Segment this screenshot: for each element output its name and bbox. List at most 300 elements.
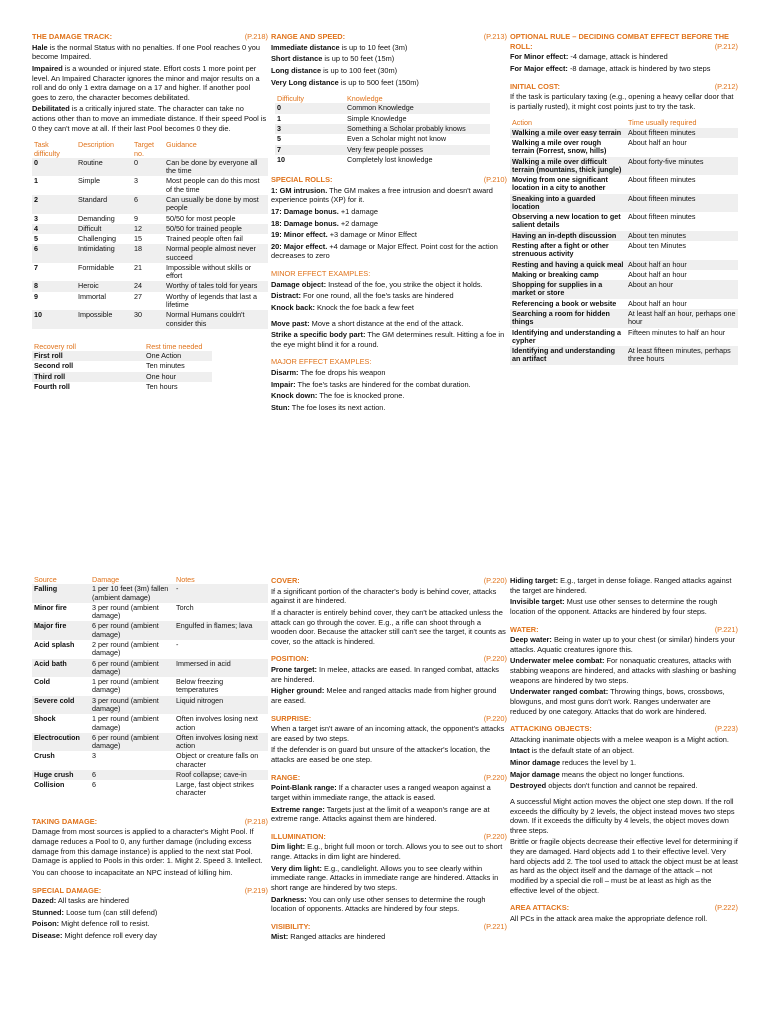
table-cell: 50/50 for trained people xyxy=(164,224,268,234)
table-cell: 10 xyxy=(32,310,76,329)
table-cell: 1 per 10 feet (3m) fallen (ambient damage) xyxy=(90,584,174,603)
position-line-desc: In melee, attacks are eased. In ranged combat, attacks are hindered. xyxy=(271,665,499,684)
column-bottom-left xyxy=(32,576,268,949)
table-cell: About ten minutes xyxy=(626,231,738,241)
table-cell: At least half an hour, perhaps one hour xyxy=(626,309,738,328)
table-cell: Torch xyxy=(176,602,194,612)
range-rule-line xyxy=(271,805,507,824)
special-roll-line-desc: +3 damage or Minor Effect xyxy=(327,230,417,240)
visibility-line-desc: Ranged attacks are hindered xyxy=(288,932,386,942)
table-row xyxy=(510,194,738,213)
minor-effect-line-term: Knock back: xyxy=(271,302,315,312)
special-damage-line-term: Stunned: xyxy=(32,907,65,917)
water-line-term: Deep water: xyxy=(510,635,552,645)
table-row xyxy=(510,138,738,157)
illumination-line-desc: E.g., candlelight. Allows you to see clearly within immediate range. Attacks in immediate range are hindered. Attacks in short range are hindered by two steps. xyxy=(271,863,499,892)
special-damage-line-term: Poison: xyxy=(32,919,60,929)
special-roll-line-desc: +4 damage or Major Effect. Point cost for the action decreases to zero xyxy=(271,241,498,261)
taking-damage-section xyxy=(32,817,268,878)
water-line-desc: Throwing things, bows, crossbows, blowguns, and most guns don't work. Ranges underwater are reduced by one category. Attacks that do work are hindered. xyxy=(510,687,725,716)
table-cell: About an hour xyxy=(626,280,738,299)
table-cell: Shock xyxy=(34,714,56,724)
section-heading: AREA ATTACKS: (P.222) xyxy=(510,903,738,913)
table-header: Rest time needed xyxy=(146,341,203,351)
special-damage-section xyxy=(32,886,268,941)
table-cell: 1 per round (ambient damage) xyxy=(92,714,159,732)
table-header: Time usually required xyxy=(628,118,697,128)
initial-cost-text: If the task is particulary taxing (e.g., opening a heavy cellar door that is partially rusted), it might cost points just to try the task. xyxy=(510,92,734,111)
section-heading: THE DAMAGE TRACK: (P.218) xyxy=(32,32,268,41)
damage-track-line xyxy=(32,43,268,62)
table-cell: Crush xyxy=(34,751,55,761)
table-row xyxy=(510,280,738,299)
table-row xyxy=(32,292,268,311)
table-row xyxy=(32,382,212,392)
special-roll-line xyxy=(271,219,507,229)
section-heading: COVER: (P.220) xyxy=(271,576,507,585)
position-line xyxy=(271,686,507,705)
table-header: Source xyxy=(34,575,57,584)
table-row xyxy=(32,361,212,371)
table-cell: About forty-five minutes xyxy=(626,157,738,176)
object-state-line-desc: means the object no longer functions. xyxy=(559,769,685,779)
table-row xyxy=(510,175,738,194)
table-row xyxy=(510,128,738,138)
minor-effect-line xyxy=(271,280,507,290)
special-roll-line-desc: The GM makes a free intrusion and doesn't award experience points (XP) for it. xyxy=(271,185,493,205)
illumination-line xyxy=(271,895,507,914)
table-row xyxy=(32,751,268,770)
special-roll-line-desc: +2 damage xyxy=(338,218,379,228)
water-line-term: Underwater ranged combat: xyxy=(510,687,609,697)
major-effect-line-desc: The foe loses its next action. xyxy=(289,402,386,412)
table-row xyxy=(32,770,268,780)
table-cell: About half an hour xyxy=(628,298,687,308)
table-cell: 27 xyxy=(134,291,142,301)
table-cell: 30 xyxy=(132,310,164,329)
water-line xyxy=(510,656,738,685)
table-cell: Challenging xyxy=(78,234,116,244)
table-row xyxy=(510,212,738,231)
damage-track-line-desc: is the normal Status with no penalties. If one Pool reaches 0 you become Impaired. xyxy=(32,42,261,62)
table-cell: 7 xyxy=(34,262,38,272)
major-effect-line xyxy=(271,380,507,390)
table-cell: About half an hour xyxy=(628,137,687,147)
special-roll-line-term: 20: Major effect. xyxy=(271,241,328,251)
damage-track-body xyxy=(32,43,268,134)
table-cell: 7 xyxy=(275,145,345,155)
table-cell: At least fifteen minutes, perhaps three hours xyxy=(626,346,738,365)
table-row xyxy=(32,224,268,234)
minor-effect-line-term: Strike a specific body part: xyxy=(271,330,366,340)
illumination-line-term: Darkness: xyxy=(271,894,307,904)
table-cell: About ten Minutes xyxy=(628,241,686,251)
table-cell: Acid splash xyxy=(34,639,75,649)
minor-effect-line-desc: The GM determines result. Hitting a foe in the eye might blind it for a round. xyxy=(271,330,505,349)
position-line-term: Prone target: xyxy=(271,665,317,674)
special-damage-line-desc: Might defence roll to resist. xyxy=(59,919,150,929)
table-row xyxy=(32,640,268,659)
table-cell: Simple Knowledge xyxy=(347,113,407,123)
table-cell: 3 xyxy=(134,176,138,186)
table-cell: 0 xyxy=(132,158,164,177)
minor-effect-line-desc: Move a short distance at the end of the attack. xyxy=(309,318,464,328)
object-state-line xyxy=(510,781,738,791)
table-cell: One hour xyxy=(144,372,212,382)
position-section xyxy=(271,654,507,705)
table-cell: Even a Scholar might not know xyxy=(347,134,447,144)
table-cell: Below freezing temperatures xyxy=(176,677,224,695)
table-cell: Observing a new location to get salient details xyxy=(512,212,621,230)
table-cell: Impossible xyxy=(76,310,132,329)
table-cell: 3 xyxy=(34,213,38,223)
attacking-objects-text-3: Brittle or fragile objects decrease their effective level for determining if they are damaged. Hard objects add 1 to their effective level. Very hard objects add 2. The tool used to attack the object must be at least as hard as the object itself and the damage of the attack – not modified by a special die roll – must be at least as high as the effective level of the object. xyxy=(510,837,738,895)
table-row xyxy=(275,103,490,113)
special-damage-line-desc: Loose turn (can still defend) xyxy=(64,907,158,917)
table-cell: Heroic xyxy=(76,281,132,291)
table-cell: 15 xyxy=(134,234,142,244)
major-effects-section xyxy=(271,357,507,412)
table-row xyxy=(275,114,490,124)
table-cell: 8 xyxy=(32,281,76,291)
table-cell: Liquid nitrogen xyxy=(174,696,268,715)
table-cell: Most people can do this most of the time xyxy=(166,176,260,194)
major-effect-line-term: Disarm: xyxy=(271,368,299,378)
table-header: Notes xyxy=(176,575,195,584)
section-heading: INITIAL COST: (P.212) xyxy=(510,81,738,91)
table-cell: 6 per round (ambient damage) xyxy=(90,733,174,752)
table-cell: 12 xyxy=(132,224,164,234)
table-row xyxy=(510,328,738,347)
table-cell: Often involves losing next action xyxy=(176,714,258,732)
table-header: Recovery roll xyxy=(34,341,76,351)
damage-source-table xyxy=(32,576,268,799)
object-state-line-term: Intact xyxy=(510,746,530,756)
special-roll-line xyxy=(271,242,507,261)
illumination-section xyxy=(271,832,507,914)
object-state-line-term: Major damage xyxy=(510,769,560,779)
table-cell: 5 xyxy=(277,134,281,144)
table-cell: 1 per round (ambient damage) xyxy=(92,677,159,695)
major-effect-line xyxy=(271,391,507,401)
object-state-line-term: Destroyed xyxy=(510,781,547,791)
illumination-line-desc: You can only use other senses to determine the rough location of opponents. Attacks are hindered by four steps. xyxy=(271,894,486,914)
table-cell: Making or breaking camp xyxy=(512,269,599,279)
damage-track-line-desc: is a critically injured state. The character can take no actions other than to move an immediate distance. If their speed Pool is 0 they can't move at all. If their last Pool becomes 0 they die. xyxy=(32,104,267,133)
table-row xyxy=(510,270,738,280)
table-cell: Intimidating xyxy=(76,244,132,263)
section-heading: VISIBILITY: (P.221) xyxy=(271,921,507,931)
table-cell: 3 per round (ambient damage) xyxy=(90,696,174,715)
table-row xyxy=(510,299,738,309)
taking-damage-note: You can choose to incapacitate an NPC instead of killing him. xyxy=(32,867,233,877)
table-cell: Roof collapse; cave-in xyxy=(174,770,268,780)
position-line-term: Higher ground: xyxy=(271,686,325,696)
section-heading: WATER: (P.221) xyxy=(510,624,738,634)
minor-effect-line-desc: Knock the foe back a few feet xyxy=(314,302,414,312)
special-roll-line-term: 18: Damage bonus. xyxy=(271,218,339,228)
table-cell: 24 xyxy=(132,281,164,291)
table-cell: First roll xyxy=(32,351,144,361)
table-cell: 1 xyxy=(277,113,281,123)
minor-effect-line-term: Move past: xyxy=(271,318,310,328)
table-cell: Identifying and understanding an artifact xyxy=(510,346,626,365)
range-rule-line-desc: If a character uses a ranged weapon against a target within immediate range, the attack is eased. xyxy=(271,783,491,802)
illumination-line xyxy=(271,864,507,893)
table-row xyxy=(275,155,490,165)
table-cell: 6 per round (ambient damage) xyxy=(90,659,174,678)
hiding-line-term: Hiding target: xyxy=(510,576,559,585)
action-time-table xyxy=(510,119,738,364)
major-effect-line-desc: The foe is knocked prone. xyxy=(317,391,405,401)
table-row xyxy=(32,214,268,224)
table-row xyxy=(510,309,738,328)
optional-rule-line xyxy=(510,64,738,74)
column-top-middle xyxy=(271,32,507,421)
area-attacks-text: All PCs in the attack area make the appropriate defence roll. xyxy=(510,913,708,923)
table-cell: Common Knowledge xyxy=(345,103,490,113)
table-row xyxy=(32,281,268,291)
table-header: Task difficulty xyxy=(34,140,60,158)
major-effect-line-desc: The foe drops his weapon xyxy=(298,368,386,378)
table-row xyxy=(32,263,268,282)
column-top-left xyxy=(32,32,268,392)
table-cell: Collision xyxy=(34,780,65,790)
range-line-desc: is up to 500 feet (150m) xyxy=(338,77,419,87)
table-row xyxy=(510,346,738,365)
section-heading: POSITION: (P.220) xyxy=(271,654,507,664)
visibility-line-term: Mist: xyxy=(271,932,289,942)
range-line xyxy=(271,54,507,64)
table-cell: Walking a mile over difficult terrain (mountains, thick jungle) xyxy=(510,157,626,176)
special-roll-line-desc: +1 damage xyxy=(338,206,379,216)
table-cell: Demanding xyxy=(78,213,115,223)
range-line-term: Very Long distance xyxy=(271,77,339,87)
table-cell: Shopping for supplies in a market or store xyxy=(510,280,626,299)
surprise-section xyxy=(271,714,507,765)
range-line-desc: is up to 10 feet (3m) xyxy=(339,42,408,52)
visibility-line xyxy=(271,932,507,942)
hiding-line xyxy=(510,597,738,616)
column-top-right xyxy=(510,32,738,365)
table-row xyxy=(275,134,490,144)
table-cell: 6 xyxy=(132,195,164,214)
major-effect-line xyxy=(271,368,507,378)
minor-effect-line xyxy=(271,319,507,329)
optional-rule-line-desc: -4 damage, attack is hindered xyxy=(568,52,668,62)
special-damage-line-desc: Might defence roll every day xyxy=(62,931,157,940)
table-cell: Standard xyxy=(76,195,132,214)
table-cell: Normal Humans couldn't consider this xyxy=(164,310,268,329)
table-cell: Something a Scholar probably knows xyxy=(345,124,490,134)
table-cell: Immersed in acid xyxy=(174,659,268,678)
table-cell: - xyxy=(176,639,179,649)
table-cell: Routine xyxy=(76,158,132,177)
table-row xyxy=(32,176,268,195)
range-rule-line-desc: Targets just at the limit of a weapon's range are at extreme range. Attacks against them are hindered. xyxy=(271,804,490,824)
table-cell: Minor fire xyxy=(34,602,67,612)
table-cell: Completely lost knowledge xyxy=(347,154,433,164)
table-cell: 9 xyxy=(34,291,38,301)
section-heading: MINOR EFFECT EXAMPLES: xyxy=(271,269,371,279)
minor-effect-line xyxy=(271,330,507,349)
object-state-line-desc: is the default state of an object. xyxy=(529,746,635,756)
special-rolls-section xyxy=(271,175,507,261)
table-cell: 2 per round (ambient damage) xyxy=(92,639,159,658)
table-cell: Immortal xyxy=(78,291,106,301)
section-heading: SPECIAL ROLLS: (P.210) xyxy=(271,175,507,185)
table-cell: Falling xyxy=(32,584,90,603)
table-cell: Impossible without skills or effort xyxy=(166,262,252,281)
range-line-term: Long distance xyxy=(271,65,322,75)
special-roll-line-term: 17: Damage bonus. xyxy=(271,206,339,216)
table-cell: Walking a mile over rough terrain (Forrest, snow, hills) xyxy=(512,137,607,156)
section-heading: RANGE: (P.220) xyxy=(271,772,507,782)
range-line xyxy=(271,78,507,88)
table-row xyxy=(510,260,738,270)
illumination-line-term: Dim light: xyxy=(271,842,306,852)
table-cell: Worthy of legends that last a lifetime xyxy=(166,291,257,310)
column-bottom-right xyxy=(510,576,738,931)
table-cell: - xyxy=(174,584,268,603)
hiding-line-term: Invisible target: xyxy=(510,597,565,607)
water-line xyxy=(510,635,738,654)
hiding-line-desc: Must use other senses to determine the rough location of the opponent. Attacks are hindered by four steps. xyxy=(510,597,718,616)
table-cell: Fourth roll xyxy=(34,382,70,391)
table-cell: Second roll xyxy=(34,361,74,371)
table-row xyxy=(275,124,490,134)
table-header: Action xyxy=(512,118,532,128)
cover-text-2: If a character is entirely behind cover, they can't be attacked unless the attack can go through the cover. E.g., a rifle can shoot through a wooden door. Because the attacker still can't see the target, it counts as cover, so the attack is hindered. xyxy=(271,607,506,646)
table-row xyxy=(32,158,268,177)
major-effect-line-term: Stun: xyxy=(271,402,290,412)
table-cell: Sneaking into a guarded location xyxy=(510,194,626,213)
table-row xyxy=(32,195,268,214)
table-cell: Electrocution xyxy=(32,733,90,752)
section-heading: SURPRISE: (P.220) xyxy=(271,713,507,723)
table-row xyxy=(32,677,268,696)
special-damage-line-desc: All tasks are hindered xyxy=(56,896,129,906)
table-cell: Object or creature falls on character xyxy=(176,751,259,769)
water-section xyxy=(510,625,738,717)
damage-track-line-term: Debilitated xyxy=(32,104,70,114)
damage-track-line xyxy=(32,64,268,103)
table-cell: Acid bath xyxy=(32,659,90,678)
range-line-term: Immediate distance xyxy=(271,42,340,52)
illumination-line-term: Very dim light: xyxy=(271,863,322,873)
major-effect-line xyxy=(271,403,507,413)
table-cell: Difficult xyxy=(76,224,132,234)
range-rule-line xyxy=(271,783,507,802)
table-cell: 2 xyxy=(32,195,76,214)
table-cell: About fifteen minutes xyxy=(626,128,738,138)
table-cell: 3 xyxy=(92,751,96,761)
recovery-table xyxy=(32,343,212,392)
table-cell: Resting and having a quick meal xyxy=(510,260,626,270)
damage-track-line-desc: is a wounded or injured state. Effort costs 1 more point per level. An Impaired Character ignores the minor and major results on a roll and do only 1 extra damage on a 17 and higher. If another pool goes to zero, the character becomes debilitated. xyxy=(32,63,260,102)
table-cell: Major fire xyxy=(32,621,90,640)
table-cell: 6 per round (ambient damage) xyxy=(90,621,174,640)
attacking-objects-text: Attacking inanimate objects with a melee weapon is a Might action. xyxy=(510,734,729,744)
table-cell: About fifteen minutes xyxy=(628,212,696,222)
section-heading: OPTIONAL RULE – DECIDING COMBAT EFFECT BEFORE THE ROLL: (P.212) xyxy=(510,32,738,51)
table-row xyxy=(32,696,268,715)
section-heading: TAKING DAMAGE: (P.218) xyxy=(32,816,268,826)
table-cell: Having an in-depth discussion xyxy=(510,231,626,241)
table-cell: Referencing a book or website xyxy=(512,298,617,308)
section-heading: ILLUMINATION: (P.220) xyxy=(271,831,507,841)
optional-rule-line xyxy=(510,52,738,62)
range-line xyxy=(271,66,507,76)
task-difficulty-table xyxy=(32,141,268,329)
table-cell: Walking a mile over easy terrain xyxy=(510,128,626,138)
table-row xyxy=(32,714,268,733)
table-cell: Ten hours xyxy=(146,382,178,391)
taking-damage-text: Damage from most sources is applied to a character's Might Pool. If damage reduces a Pool to 0, any further damage (including excess damage from this damage instance) is applied to the next stat Pool. Damage is applied to Pools in this order: 1. Might 2. Speed 3. Intellect. xyxy=(32,827,263,866)
table-row xyxy=(32,584,268,603)
cover-text: If a significant portion of the character's body is behind cover, attacks against it are hindered. xyxy=(271,586,497,606)
major-effect-line-desc: The foe's tasks are hindered for the combat duration. xyxy=(295,379,471,389)
special-damage-line-term: Disease: xyxy=(32,931,63,940)
range-line-desc: is up to 100 feet (30m) xyxy=(321,65,398,75)
column-bottom-middle xyxy=(271,576,507,950)
table-row xyxy=(32,733,268,752)
special-damage-line xyxy=(32,896,268,906)
optional-rule-section xyxy=(510,32,738,74)
damage-track-line-term: Impaired xyxy=(32,63,63,73)
table-cell: Severe cold xyxy=(32,696,90,715)
table-cell: Large, fast object strikes character xyxy=(176,780,254,798)
table-header: Damage xyxy=(92,575,120,584)
range-line xyxy=(271,43,507,53)
special-roll-line xyxy=(271,186,507,205)
illumination-line xyxy=(271,842,507,861)
object-state-line xyxy=(510,758,738,768)
table-row xyxy=(510,241,738,260)
table-header: Knowledge xyxy=(347,94,383,104)
special-damage-line xyxy=(32,908,268,918)
table-cell: About fifteen minutes xyxy=(626,194,738,213)
range-rule-line-term: Point-Blank range: xyxy=(271,783,337,793)
range-section xyxy=(271,773,507,824)
table-cell: 21 xyxy=(134,262,142,272)
table-cell: Can be done by everyone all the time xyxy=(164,158,268,177)
initial-cost-section xyxy=(510,82,738,112)
minor-effect-line-desc: For one round, all the foe's tasks are hindered xyxy=(300,291,454,301)
optional-rule-line-term: For Minor effect: xyxy=(510,52,569,62)
table-cell: 9 xyxy=(134,213,138,223)
special-damage-line-term: Dazed: xyxy=(32,896,57,906)
table-cell: 0 xyxy=(32,158,76,177)
object-state-line xyxy=(510,770,738,780)
table-cell: 50/50 for most people xyxy=(166,213,236,223)
table-cell: Worthy of tales told for years xyxy=(164,281,268,291)
range-line-desc: is up to 50 feet (15m) xyxy=(322,54,395,64)
minor-effect-line-term: Damage object: xyxy=(271,279,327,289)
table-cell: Often involves losing next action xyxy=(174,733,268,752)
minor-effects-section xyxy=(271,269,507,349)
object-state-line-desc: objects don't function and cannot be repaired. xyxy=(546,781,698,791)
damage-track-line xyxy=(32,104,268,133)
minor-effect-line-desc: Instead of the foe, you strike the object it holds. xyxy=(326,279,483,289)
table-cell: 18 xyxy=(132,244,164,263)
table-cell: Engulfed in flames; lava xyxy=(174,621,268,640)
table-row xyxy=(32,244,268,263)
table-row xyxy=(32,372,212,382)
attacking-objects-section xyxy=(510,724,738,895)
table-cell: Very few people posses xyxy=(345,145,490,155)
minor-effect-line xyxy=(271,303,507,313)
